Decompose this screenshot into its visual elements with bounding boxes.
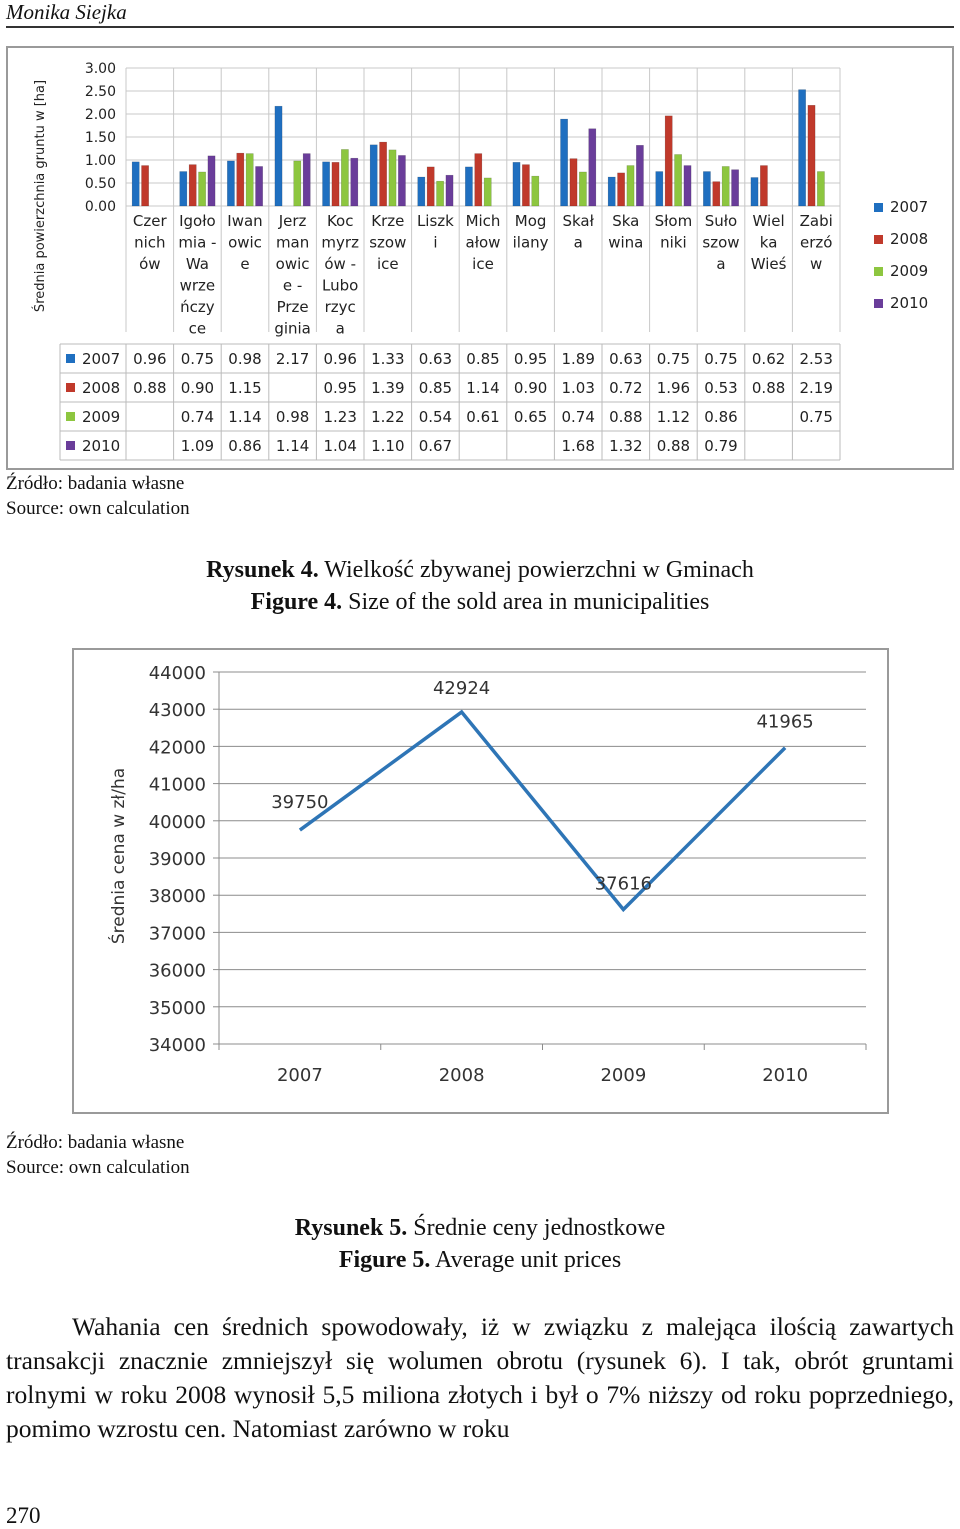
y-tick-label: 39000: [148, 849, 206, 870]
table-cell-value: 0.88: [751, 379, 786, 397]
category-label: niki: [660, 233, 687, 252]
legend-swatch-2010: [874, 299, 883, 308]
x-tick-label: 2009: [600, 1065, 647, 1086]
category-label: ce: [188, 319, 207, 338]
table-cell-value: 0.90: [180, 379, 215, 397]
table-legend-swatch-2010: [66, 441, 75, 450]
table-cell-value: 0.54: [418, 408, 453, 426]
y-tick-label: 42000: [148, 737, 206, 759]
table-cell-value: 1.03: [561, 379, 595, 397]
table-cell-value: 0.96: [133, 350, 167, 368]
category-label: Słom: [654, 212, 693, 230]
category-label: a: [716, 255, 726, 273]
figure5-caption-pl-text: Średnie ceny jednostkowe: [407, 1215, 666, 1241]
y-tick-label: 0.00: [84, 199, 116, 215]
bar-2009: [675, 154, 682, 206]
category-label: w: [810, 255, 823, 273]
bar-2007: [703, 172, 710, 207]
figure5-caption-en: [0, 1244, 960, 1276]
bar-2008: [570, 159, 577, 206]
category-label: man: [275, 233, 310, 252]
figure5-caption-pl: [0, 1212, 960, 1244]
bar-2010: [446, 175, 453, 206]
category-label: ńczy: [180, 298, 215, 316]
figure4-caption-en-label: Figure 4.: [250, 589, 343, 615]
figure4-caption-pl-label: Rysunek 4.: [206, 557, 319, 583]
body-paragraph: [6, 1310, 954, 1446]
category-label: a: [573, 233, 583, 252]
table-series-label-2008: 2008: [82, 379, 121, 397]
bar-2008: [237, 153, 244, 206]
table-cell-value: 1.32: [609, 437, 643, 455]
figure5-source-en: Source: own calculation: [6, 1157, 190, 1178]
category-label: owic: [228, 233, 262, 252]
table-cell-value: 0.95: [513, 350, 548, 368]
bar-2008: [380, 142, 387, 206]
figure4-chart-frame: [6, 46, 954, 470]
x-tick-label: 2010: [762, 1065, 809, 1086]
legend-swatch-2007: [874, 203, 883, 212]
table-cell-value: 0.85: [418, 379, 453, 397]
category-label: e: [240, 255, 250, 273]
table-cell-value: 1.14: [228, 408, 262, 426]
table-cell-value: 0.79: [704, 437, 738, 455]
table-legend-swatch-2009: [66, 412, 75, 421]
y-tick-label: 2.00: [84, 107, 116, 123]
bar-2009: [627, 166, 634, 206]
bar-2007: [799, 90, 806, 206]
table-cell-value: 0.98: [275, 408, 310, 426]
running-header-author: Monika Siejka: [6, 0, 127, 24]
table-cell-value: 1.89: [561, 350, 595, 368]
table-legend-swatch-2007: [66, 354, 75, 363]
table-series-label-2010: 2010: [82, 437, 121, 455]
table-cell-value: 0.75: [180, 350, 215, 368]
category-label: wrze: [179, 276, 216, 295]
y-tick-label: 1.00: [84, 153, 116, 169]
y-tick-label: 38000: [148, 886, 206, 908]
bar-2009: [294, 161, 301, 206]
table-cell-value: 1.14: [466, 379, 500, 397]
category-label: Wiel: [752, 212, 785, 230]
legend-swatch-2009: [874, 267, 883, 276]
bar-2007: [323, 162, 330, 206]
bar-2007: [513, 162, 520, 206]
table-cell-value: 0.72: [609, 379, 643, 397]
bar-2008: [522, 165, 529, 206]
data-label: 37616: [594, 873, 653, 895]
category-label: Iwan: [227, 212, 263, 230]
bar-2008: [332, 162, 339, 206]
data-label: 42924: [432, 678, 491, 700]
bar-2010: [303, 154, 310, 206]
category-label: Mich: [465, 212, 501, 230]
bar-2009: [389, 150, 396, 206]
category-label: Krze: [371, 212, 405, 230]
bar-2009: [532, 176, 539, 206]
table-cell-value: 1.10: [371, 437, 405, 455]
bar-2008: [713, 182, 720, 206]
bar-2007: [370, 145, 377, 206]
y-tick-label: 0.50: [84, 176, 116, 192]
bar-2010: [732, 170, 739, 206]
y-tick-label: 40000: [148, 811, 206, 833]
bar-2010: [636, 145, 643, 206]
figure5-source: [6, 1130, 190, 1180]
category-label: ice: [472, 255, 494, 273]
category-label: Skał: [562, 212, 594, 230]
bar-2007: [751, 177, 758, 206]
table-cell-value: 0.88: [656, 437, 691, 455]
table-cell-value: 1.23: [323, 408, 357, 426]
table-cell-value: 1.09: [180, 437, 215, 455]
category-label: Jerz: [278, 212, 307, 230]
data-label: 39750: [271, 792, 329, 814]
bar-2009: [484, 178, 491, 206]
table-cell-value: 1.68: [561, 437, 595, 455]
table-cell-value: 1.22: [371, 408, 405, 426]
table-cell-value: 0.65: [513, 408, 548, 426]
table-cell-value: 0.67: [418, 437, 453, 455]
bar-2009: [341, 149, 348, 206]
bar-2009: [817, 172, 824, 207]
table-cell-value: 0.96: [323, 350, 357, 368]
category-label: i: [433, 233, 438, 252]
category-label: Czer: [132, 212, 167, 230]
table-cell-value: 0.98: [228, 350, 262, 368]
category-label: myrz: [321, 233, 359, 252]
figure4-caption: [0, 554, 960, 618]
bar-2009: [579, 172, 586, 206]
figure5-chart-frame: [72, 648, 889, 1114]
category-label: Wa: [185, 255, 209, 273]
category-label: Ska: [612, 212, 640, 230]
category-label: erzó: [799, 233, 833, 252]
category-label: ów -: [324, 255, 357, 273]
bar-2008: [760, 166, 767, 206]
bar-2008: [189, 165, 196, 206]
table-cell-value: 2.19: [799, 379, 833, 397]
y-tick-label: 41000: [148, 774, 206, 796]
bar-2009: [199, 172, 206, 206]
bar-2008: [142, 166, 149, 206]
table-series-label-2007: 2007: [82, 350, 121, 368]
table-cell-value: 0.75: [704, 350, 738, 368]
bar-2010: [398, 155, 405, 206]
figure4-source-en: Source: own calculation: [6, 498, 190, 519]
category-label: e -: [282, 276, 303, 295]
bar-2010: [256, 166, 263, 206]
figure5-source-pl: Źródło: badania własne: [6, 1132, 185, 1153]
table-cell-value: 0.86: [228, 437, 262, 455]
bar-2008: [475, 154, 482, 206]
table-cell-value: 2.17: [275, 350, 310, 368]
category-label: Lubo: [322, 276, 359, 295]
category-label: owic: [275, 255, 310, 273]
table-cell-value: 1.12: [656, 408, 691, 426]
table-cell-value: 1.04: [323, 437, 357, 455]
bar-2007: [465, 167, 472, 206]
figure5-caption-pl-label: Rysunek 5.: [294, 1215, 408, 1241]
figure5-caption-en-text: Average unit prices: [430, 1247, 622, 1273]
category-label: ka: [759, 233, 778, 252]
table-cell-value: 1.39: [371, 379, 405, 397]
legend-label-2010: 2010: [890, 294, 929, 312]
figure4-caption-en-text: Size of the sold area in municipalities: [342, 589, 710, 615]
table-cell-value: 0.88: [133, 379, 167, 397]
category-label: Igoło: [179, 212, 216, 230]
data-label: 41965: [756, 711, 814, 733]
x-tick-label: 2007: [276, 1065, 323, 1086]
bar-2010: [684, 166, 691, 206]
figure4-source: [6, 471, 190, 521]
category-label: Zabi: [799, 212, 833, 230]
table-cell-value: 0.74: [561, 408, 595, 426]
bar-2007: [132, 162, 139, 206]
y-tick-label: 37000: [148, 923, 206, 945]
y-tick-label: 1.50: [84, 130, 116, 146]
table-cell-value: 1.33: [371, 350, 405, 368]
table-cell-value: 2.53: [799, 350, 833, 368]
bar-2007: [180, 172, 187, 207]
table-cell-value: 0.63: [609, 350, 643, 368]
figure5-line-chart: [74, 650, 887, 1112]
page-number: 270: [6, 1503, 41, 1528]
category-label: a: [335, 319, 345, 338]
figure4-caption-en: [0, 586, 960, 618]
table-cell-value: 0.53: [704, 379, 738, 397]
bar-2009: [246, 154, 253, 206]
table-cell-value: 1.15: [228, 379, 262, 397]
legend-label-2008: 2008: [890, 230, 929, 248]
legend-label-2007: 2007: [890, 198, 929, 216]
y-tick-label: 35000: [148, 997, 206, 1019]
table-cell-value: 0.85: [466, 350, 500, 368]
y-axis-label: Średnia cena w zł/ha: [109, 767, 129, 945]
body-paragraph-text: Wahania cen średnich spowodowały, iż w związku z malejąca ilością zawartych transakcji znacznie zmniejszył się wolumen obrotu (rysunek 6). I tak, obrót gruntami rolnymi w roku 2008 wynosił 5,5 miliona złotych i był o 7% niższy od roku poprzedniego, pomimo wzrostu cen. Natomiast zarówno w roku: [6, 1312, 954, 1443]
category-label: mia -: [178, 233, 217, 252]
category-label: Koc: [326, 212, 354, 230]
y-tick-label: 2.50: [84, 84, 116, 100]
table-legend-swatch-2008: [66, 383, 75, 392]
table-cell-value: 0.86: [704, 408, 738, 426]
table-cell-value: 0.75: [799, 408, 833, 426]
category-label: Prze: [276, 298, 309, 316]
bar-2009: [722, 166, 729, 206]
category-label: Suło: [704, 212, 738, 230]
table-cell-value: 0.61: [466, 408, 500, 426]
table-cell-value: 0.88: [609, 408, 643, 426]
bar-2009: [437, 181, 444, 206]
legend-swatch-2008: [874, 235, 883, 244]
category-label: ów: [139, 255, 161, 273]
category-label: Mog: [514, 212, 547, 230]
bar-2007: [656, 172, 663, 207]
legend-label-2009: 2009: [890, 262, 929, 280]
table-cell-value: 0.74: [180, 408, 215, 426]
y-tick-label: 3.00: [84, 61, 116, 77]
bar-2010: [589, 129, 596, 206]
table-cell-value: 0.63: [418, 350, 453, 368]
y-tick-label: 44000: [148, 663, 206, 684]
bar-2007: [561, 119, 568, 206]
y-tick-label: 43000: [148, 700, 206, 722]
table-cell-value: 0.62: [751, 350, 786, 368]
bar-2008: [427, 167, 434, 206]
bar-2010: [351, 158, 358, 206]
figure5-caption-en-label: Figure 5.: [338, 1247, 431, 1273]
series-line: [300, 712, 785, 909]
table-cell-value: 0.90: [513, 379, 548, 397]
category-label: wina: [608, 233, 644, 252]
figure4-caption-pl-text: Wielkość zbywanej powierzchni w Gminach: [318, 557, 754, 583]
figure4-source-pl: Źródło: badania własne: [6, 473, 185, 494]
category-label: nich: [134, 233, 166, 252]
category-label: szow: [369, 233, 407, 252]
table-cell-value: 0.95: [323, 379, 357, 397]
bar-2008: [618, 173, 625, 206]
category-label: Wieś: [750, 255, 787, 273]
table-cell-value: 1.96: [656, 379, 691, 397]
figure5-caption: [0, 1212, 960, 1276]
figure4-caption-pl: [0, 554, 960, 586]
category-label: Liszk: [416, 212, 454, 230]
bar-2007: [418, 177, 425, 206]
category-label: szow: [702, 233, 740, 252]
y-tick-label: 34000: [148, 1035, 206, 1056]
bar-2008: [808, 105, 815, 206]
table-cell-value: 0.75: [656, 350, 691, 368]
y-tick-label: 36000: [148, 960, 206, 982]
bar-2008: [665, 116, 672, 206]
category-label: ginia: [274, 319, 311, 338]
bar-2007: [275, 106, 282, 206]
bar-2010: [208, 156, 215, 206]
x-tick-label: 2008: [438, 1065, 485, 1086]
header-rule: [6, 26, 954, 28]
y-axis-label: Średnia powierzchnia gruntu w [ha]: [33, 79, 48, 313]
bar-2007: [227, 161, 234, 206]
figure4-bar-chart: [8, 48, 952, 468]
bar-2007: [608, 177, 615, 206]
table-cell-value: 1.14: [275, 437, 310, 455]
category-label: ałow: [465, 233, 501, 252]
category-label: ice: [376, 255, 399, 273]
category-label: rzyc: [324, 298, 356, 316]
category-label: ilany: [512, 233, 549, 252]
table-series-label-2009: 2009: [82, 408, 121, 426]
